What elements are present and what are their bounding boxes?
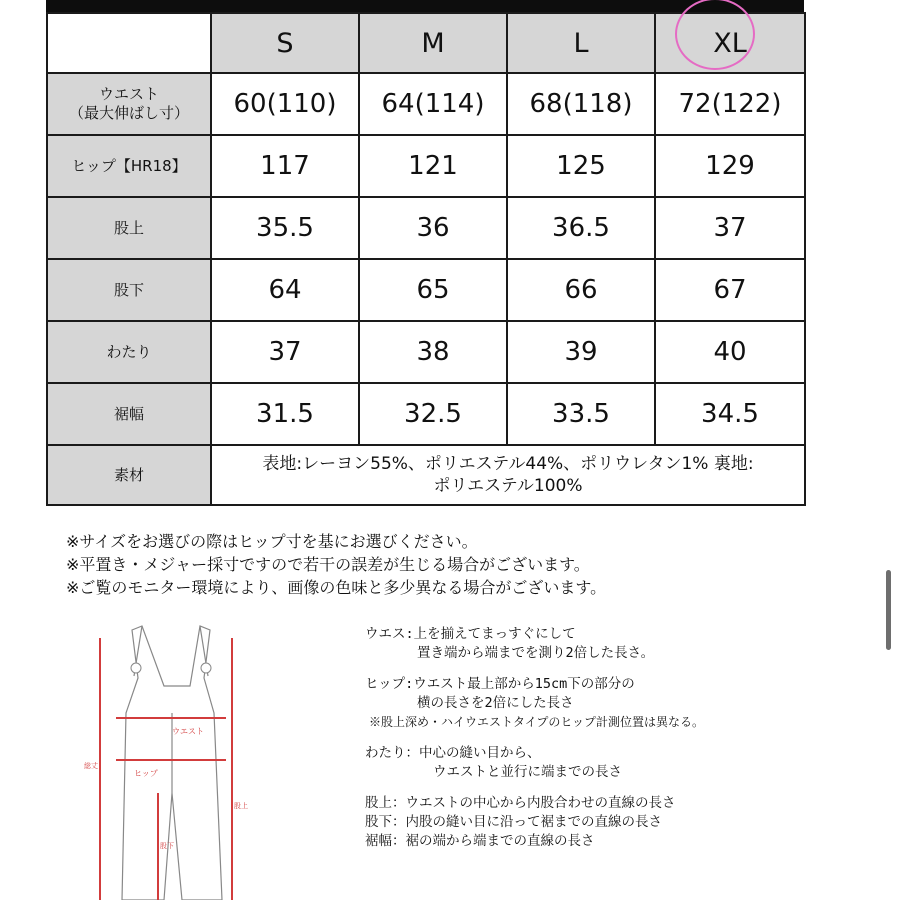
table-cell: 36.5 bbox=[507, 197, 655, 259]
measure-desc-line: 股下：内股の縫い目に沿って裾までの直線の長さ bbox=[365, 814, 662, 830]
measure-desc-line: ヒップ:ウエスト最上部から15cm下の部分の bbox=[365, 676, 635, 692]
size-notes bbox=[66, 530, 606, 599]
table-row bbox=[47, 73, 805, 135]
note-line: ※ご覧のモニター環境により、画像の色味と多少異なる場合がございます。 bbox=[66, 578, 607, 597]
row-label-material: 素材 bbox=[47, 445, 211, 505]
table-cell: 60(110) bbox=[211, 73, 359, 135]
diagram-label-length: 総丈 bbox=[84, 762, 98, 770]
table-cell: 40 bbox=[655, 321, 805, 383]
table-cell: 66 bbox=[507, 259, 655, 321]
row-label-hip: ヒップ【HR18】 bbox=[47, 135, 211, 197]
measure-desc-line: ※股上深め・ハイウエストタイプのヒップ計測位置は異なる。 bbox=[369, 715, 705, 729]
measure-desc-line: ウエス:上を揃えてまっすぐにして bbox=[365, 626, 576, 642]
spacer bbox=[365, 663, 704, 675]
row-label-rise: 股上 bbox=[47, 197, 211, 259]
size-header-row bbox=[47, 13, 805, 73]
table-row bbox=[47, 383, 805, 445]
table-cell: 72(122) bbox=[655, 73, 805, 135]
table-cell: 64 bbox=[211, 259, 359, 321]
table-cell: 31.5 bbox=[211, 383, 359, 445]
table-row bbox=[47, 321, 805, 383]
table-cell: 37 bbox=[655, 197, 805, 259]
note-line: ※サイズをお選びの際はヒップ寸を基にお選びください。 bbox=[66, 532, 478, 551]
material-line-1: 表地:レーヨン55%、ポリエステル44%、ポリウレタン1% 裏地: bbox=[262, 454, 754, 474]
diagram-label-rise: 股上 bbox=[234, 802, 248, 810]
table-cell: 117 bbox=[211, 135, 359, 197]
table-cell: 125 bbox=[507, 135, 655, 197]
size-table bbox=[46, 12, 806, 506]
table-row bbox=[47, 259, 805, 321]
xl-label: XL bbox=[713, 27, 747, 59]
measure-desc-line: 横の長さを2倍にした長さ bbox=[417, 695, 574, 711]
button-right-icon bbox=[201, 663, 211, 673]
table-cell: 64(114) bbox=[359, 73, 507, 135]
table-cell: 65 bbox=[359, 259, 507, 321]
diagram-label-inseam: 股下 bbox=[160, 842, 174, 850]
measure-lines bbox=[100, 638, 232, 900]
table-cell: 37 bbox=[211, 321, 359, 383]
table-cell: 129 bbox=[655, 135, 805, 197]
measure-description bbox=[365, 625, 704, 851]
size-s-header: S bbox=[211, 13, 359, 73]
size-l-header: L bbox=[507, 13, 655, 73]
table-cell: 67 bbox=[655, 259, 805, 321]
row-label-waist-line: （最大伸ばし寸） bbox=[68, 104, 189, 122]
measure-desc-line: わたり：中心の縫い目から、 bbox=[365, 745, 541, 761]
highlight-circle bbox=[675, 0, 755, 70]
measure-desc-line: ウエストと並行に端までの長さ bbox=[433, 764, 622, 780]
table-cell: 36 bbox=[359, 197, 507, 259]
row-label-hem-width: 裾幅 bbox=[47, 383, 211, 445]
measure-desc-line: 置き端から端までを測り2倍した長さ。 bbox=[417, 645, 655, 661]
overall-diagram bbox=[72, 618, 272, 900]
table-cell: 68(118) bbox=[507, 73, 655, 135]
row-label-waist-line: ウエスト bbox=[98, 85, 159, 103]
scrollbar[interactable] bbox=[886, 570, 891, 650]
diagram-label-waist: ウエスト bbox=[172, 727, 204, 736]
table-row bbox=[47, 197, 805, 259]
table-cell: 39 bbox=[507, 321, 655, 383]
measure-desc-line: 股上：ウエストの中心から内股合わせの直線の長さ bbox=[365, 795, 676, 811]
spacer bbox=[365, 732, 704, 744]
corner-cell bbox=[47, 13, 211, 73]
table-cell: 38 bbox=[359, 321, 507, 383]
table-cell: 34.5 bbox=[655, 383, 805, 445]
table-cell: 35.5 bbox=[211, 197, 359, 259]
spacer bbox=[365, 782, 704, 794]
measure-desc-line: 裾幅：裾の端から端までの直線の長さ bbox=[365, 833, 595, 849]
table-row bbox=[47, 135, 805, 197]
note-line: ※平置き・メジャー採寸ですので若干の誤差が生じる場合がございます。 bbox=[66, 555, 590, 574]
row-label-inseam: 股下 bbox=[47, 259, 211, 321]
button-left-icon bbox=[131, 663, 141, 673]
material-cell bbox=[211, 445, 805, 505]
material-row bbox=[47, 445, 805, 505]
size-xl-header bbox=[655, 13, 805, 73]
table-cell: 121 bbox=[359, 135, 507, 197]
size-m-header: M bbox=[359, 13, 507, 73]
row-label-waist bbox=[47, 73, 211, 135]
material-line-2: ポリエステル100% bbox=[433, 476, 583, 496]
table-cell: 33.5 bbox=[507, 383, 655, 445]
row-label-thigh: わたり bbox=[47, 321, 211, 383]
diagram-label-hip: ヒップ bbox=[134, 769, 158, 778]
table-cell: 32.5 bbox=[359, 383, 507, 445]
